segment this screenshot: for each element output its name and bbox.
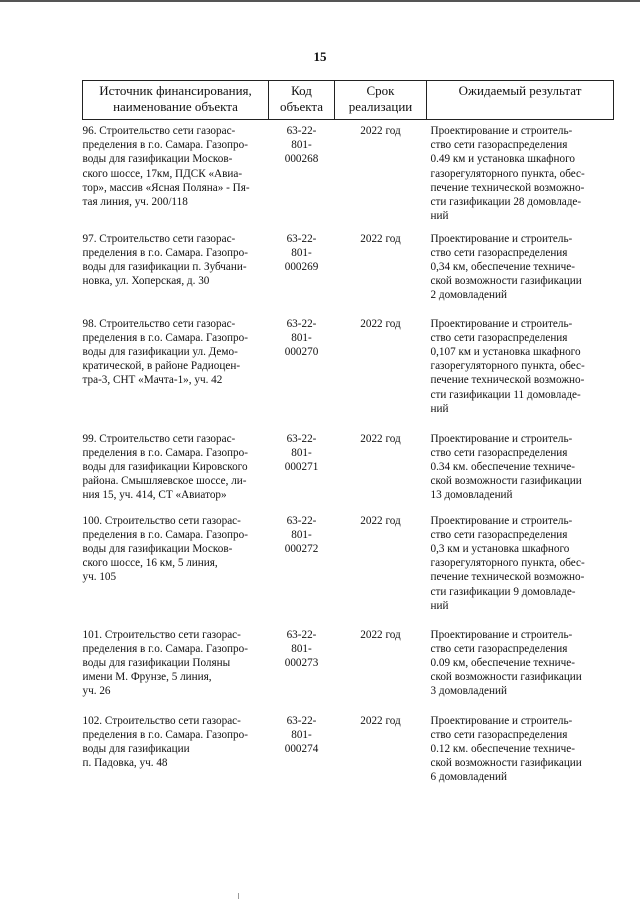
cell-year: 2022 год bbox=[360, 232, 401, 245]
table-row bbox=[83, 232, 614, 317]
financing-table bbox=[82, 80, 614, 804]
cell-result: Проектирование и строитель- ство сети газораспределения 0.12 км. обеспечение техниче- ской возможности газификации 6 домовладений bbox=[430, 714, 582, 784]
cell-source: 96. Строительство сети газорас- пределения в г.о. Самара. Газопро- воды для газификации Москов- ского шоссе, 17км, ПДСК «Авиа- тор», массив «Ясная Поляна» - Пя- тая линия, уч. 200/118 bbox=[82, 125, 250, 209]
header-code: Код объекта bbox=[269, 81, 335, 120]
cell-result: Проектирование и строитель- ство сети газораспределения 0.34 км. обеспечение техниче- ской возможности газификации 13 домовладений bbox=[430, 432, 582, 502]
cell-code: 63-22- 801- 000270 bbox=[284, 317, 319, 358]
top-edge-rule bbox=[0, 0, 640, 2]
cell-result: Проектирование и строитель- ство сети газораспределения 0,107 км и установка шкафного газорегуляторного пункта, обес- печение технической возможно- сти газификации 11 домовладе- ний bbox=[430, 317, 585, 415]
cell-year: 2022 год bbox=[360, 317, 401, 330]
cell-code: 63-22- 801- 000273 bbox=[284, 628, 319, 669]
header-source: Источник финансирования, наименование объекта bbox=[83, 81, 269, 120]
table-row bbox=[83, 317, 614, 432]
cell-result: Проектирование и строитель- ство сети газораспределения 0,3 км и установка шкафного газорегуляторного пункта, обес- печение технической возможно- сти газификации 9 домовладе- ний bbox=[430, 514, 585, 612]
cell-source: 97. Строительство сети газорас- пределения в г.о. Самара. Газопро- воды для газификации п. Зубчани- новка, ул. Хоперская, д. 30 bbox=[82, 232, 248, 288]
cell-year: 2022 год bbox=[360, 714, 401, 727]
cell-source: 99. Строительство сети газорас- пределения в г.о. Самара. Газопро- воды для газификации Кировского района. Смышляевское шоссе, ли- ния 15, уч. 414, СТ «Авиатор» bbox=[82, 432, 248, 502]
cell-year: 2022 год bbox=[360, 628, 401, 641]
cell-year: 2022 год bbox=[360, 432, 401, 445]
header-result: Ожидаемый результат bbox=[427, 81, 614, 120]
cell-source: 102. Строительство сети газорас- пределения в г.о. Самара. Газопро- воды для газификации п. Падовка, уч. 48 bbox=[82, 714, 248, 770]
cell-code: 63-22- 801- 000271 bbox=[284, 432, 319, 473]
cell-code: 63-22- 801- 000269 bbox=[284, 232, 319, 273]
cell-source: 101. Строительство сети газорас- пределения в г.о. Самара. Газопро- воды для газификации Поляны имени М. Фрунзе, 5 линия, уч. 26 bbox=[82, 628, 248, 698]
table-row bbox=[83, 714, 614, 804]
cell-result: Проектирование и строитель- ство сети газораспределения 0,34 км, обеспечение техниче- ской возможности газификации 2 домовладений bbox=[430, 232, 582, 302]
scan-mark bbox=[238, 893, 243, 899]
cell-code: 63-22- 801- 000272 bbox=[284, 514, 319, 555]
cell-code: 63-22- 801- 000268 bbox=[284, 125, 319, 166]
cell-source: 100. Строительство сети газорас- пределения в г.о. Самара. Газопро- воды для газификации Москов- ского шоссе, 16 км, 5 линия, уч. 105 bbox=[82, 514, 248, 584]
cell-code: 63-22- 801- 000274 bbox=[284, 714, 319, 755]
cell-source: 98. Строительство сети газорас- пределения в г.о. Самара. Газопро- воды для газификации ул. Демо- кратической, в районе Радиоцен- тра-3, СНТ «Мачта-1», уч. 42 bbox=[82, 317, 248, 387]
header-term: Срок реализации bbox=[335, 81, 427, 120]
table-row bbox=[83, 432, 614, 514]
table-row bbox=[83, 628, 614, 714]
table-header-row bbox=[83, 81, 614, 120]
page-number: 15 bbox=[313, 49, 327, 64]
cell-year: 2022 год bbox=[360, 514, 401, 527]
table-row bbox=[83, 514, 614, 628]
table-row bbox=[83, 120, 614, 232]
cell-result: Проектирование и строитель- ство сети газораспределения 0.49 км и установка шкафного газорегуляторного пункта, обес- печение технической возможно- сти газификации 28 домовладе- ний bbox=[430, 125, 585, 223]
cell-result: Проектирование и строитель- ство сети газораспределения 0.09 км, обеспечение техниче- ской возможности газификации 3 домовладений bbox=[430, 628, 582, 698]
cell-year: 2022 год bbox=[360, 125, 401, 137]
